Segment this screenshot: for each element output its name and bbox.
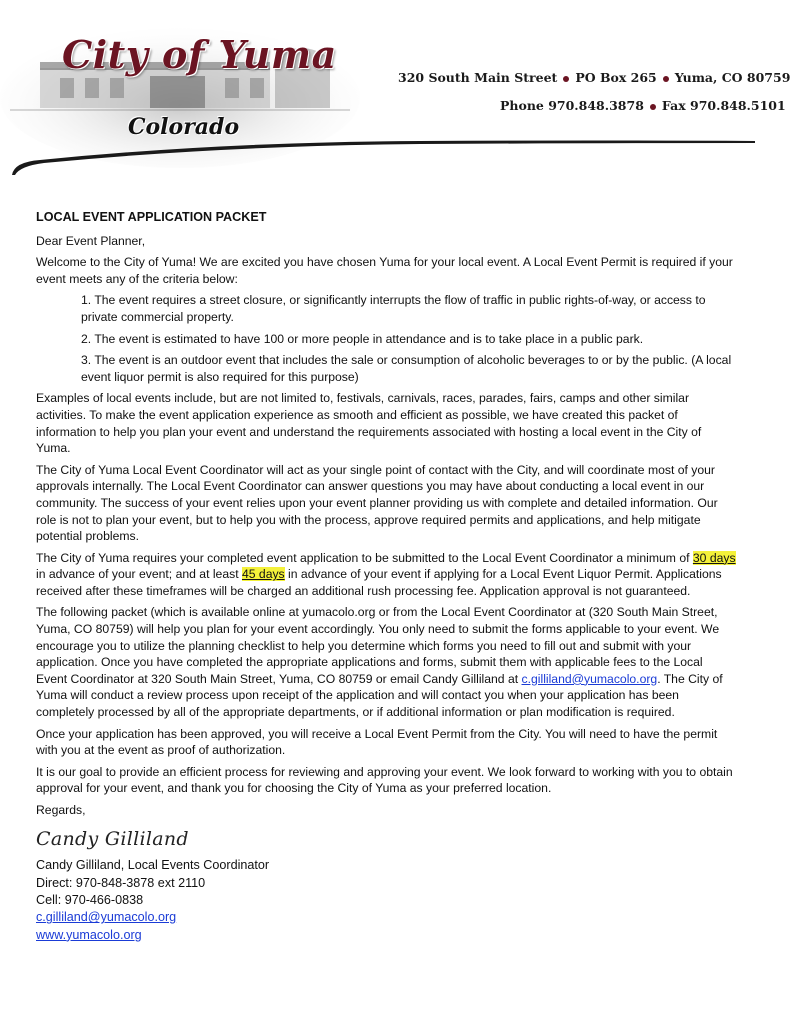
criteria-list (81, 292, 736, 385)
contact-block (36, 857, 736, 944)
approval-paragraph: Once your application has been approved, you will receive a Local Event Permit from the City. You will need to have the permit with you at the event as proof of authorization. (36, 726, 718, 758)
closing: Regards, (36, 803, 86, 817)
phone-line (500, 98, 786, 113)
contact-direct: Direct: 970-848-3878 ext 2110 (36, 875, 206, 890)
examples-paragraph: Examples of local events include, but are not limited to, festivals, carnivals, races, parades, fairs, camps and other similar activities. To make the event application experience as smooth and efficient as possible, we have created this packet of information to help you plan your event and understand the requirements associated with hosting a local event in the City of Yuma. (36, 391, 702, 456)
logo-city-name: City of Yuma (62, 32, 337, 77)
highlight-30-days: 30 days (692, 550, 736, 565)
timing-text: The City of Yuma requires your completed event application to be submitted to the Local Event Coordinator a minimum of (36, 550, 693, 565)
packet-text: The following packet (which is available online at yumacolo.org or from the Local Event Coordinator at (320 South Main Street, Yuma, CO 80759) will help you plan for your event accordingly. You only need to submit the forms applicable to your event. We encourage you to utilize the planning checklist to help you determine which forms you need to fill out and submit with your application. Once you have completed the appropriate applications and forms, submit them with applicable fees to the Local Event Coordinator at 320 South Main Street, Yuma, CO 80759 or email Candy Gilliland at (36, 605, 720, 686)
letterhead (0, 0, 790, 190)
criteria-item: 3. The event is an outdoor event that includes the sale or consumption of alcoholic beverages to or by the public. (A local event liquor permit is also required for this purpose) (81, 353, 732, 384)
packet-text: . The City of Yuma will conduct a review process upon receipt of the application and will contact you when your application has been completely processed by all of the appropriate departments, or if additional information or plan modification is required. (36, 671, 723, 720)
street-address: 320 South Main Street (398, 70, 558, 85)
letter-body (36, 209, 736, 944)
letterhead-swoosh-icon (0, 120, 770, 180)
bullet-icon (663, 76, 669, 82)
signature: Candy Gilliland (36, 827, 189, 850)
address-line (398, 70, 790, 85)
contact-email-link[interactable]: c.gilliland@yumacolo.org (36, 910, 177, 925)
goal-paragraph: It is our goal to provide an efficient process for reviewing and approving your event. We look forward to working with you to obtain approval for your event, and thank you for choosing the City of Yuma as your preferred location. (36, 764, 733, 796)
criteria-item: 1. The event requires a street closure, or significantly interrupts the flow of traffic in public rights-of-way, or access to private commercial property. (81, 293, 706, 324)
highlight-45-days: 45 days (241, 567, 285, 582)
contact-name: Candy Gilliland, Local Events Coordinator (36, 858, 270, 873)
page-title: LOCAL EVENT APPLICATION PACKET (36, 210, 267, 224)
city-state-zip: Yuma, CO 80759 (674, 70, 790, 85)
po-box: PO Box 265 (575, 70, 657, 85)
website-link[interactable]: www.yumacolo.org (36, 927, 142, 942)
bullet-icon (563, 76, 569, 82)
coordinator-paragraph: The City of Yuma Local Event Coordinator will act as your single point of contact with the City, and will coordinate most of your approvals internally. The Local Event Coordinator can answer questions you may have about conducting a local event in our community. The success of your event relies upon your event planner providing us with complete and detailed information. Our role is not to plan your event, but to help you with the process, approve required permits and applications, and help mitigate potential problems. (36, 462, 718, 544)
bullet-icon (650, 104, 656, 110)
inline-email-link[interactable]: c.gilliland@yumacolo.org (521, 671, 658, 686)
intro-paragraph: Welcome to the City of Yuma! We are excited you have chosen Yuma for your local event. A Local Event Permit is required if your event meets any of the criteria below: (36, 255, 733, 286)
contact-cell: Cell: 970-466-0838 (36, 893, 144, 907)
fax-number: Fax 970.848.5101 (661, 98, 786, 113)
logo-state-name: Colorado (128, 114, 240, 140)
criteria-item: 2. The event is estimated to have 100 or more people in attendance and is to take place in a public park. (81, 331, 644, 346)
phone-number: Phone 970.848.3878 (500, 98, 644, 113)
timing-text: in advance of your event; and at least (36, 567, 242, 582)
timing-text: in advance of your event if applying for a Local Event Liquor Permit. Applications received after these timeframes will be charged an additional rush processing fee. Application approval is not guaranteed. (36, 567, 722, 598)
packet-paragraph (36, 604, 736, 720)
salutation: Dear Event Planner, (36, 233, 146, 248)
timing-paragraph (36, 550, 736, 600)
